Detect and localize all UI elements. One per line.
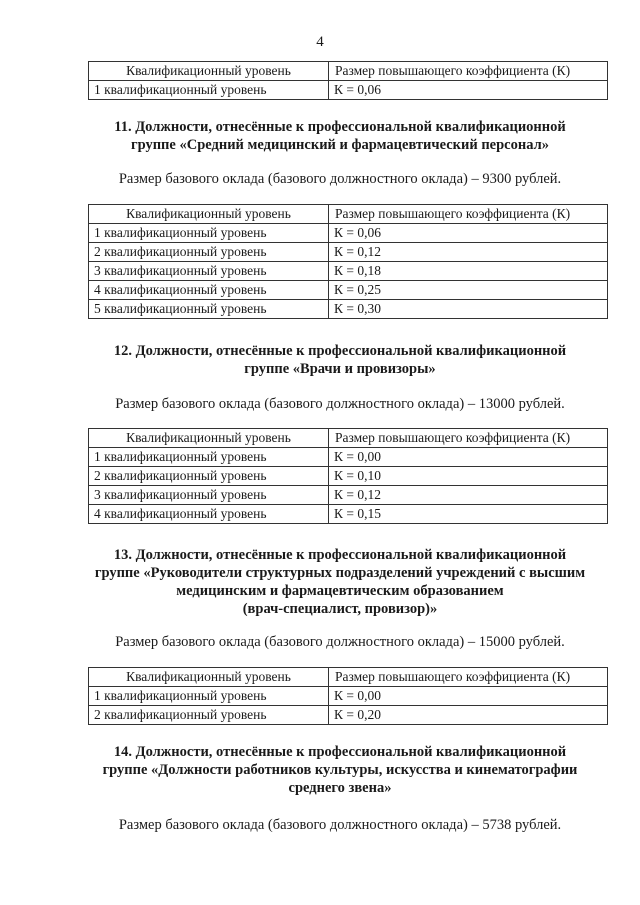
section-12-salary: Размер базового оклада (базового должностного оклада) – 13000 рублей.	[115, 396, 565, 412]
header-coefficient: Размер повышающего коэффициента (К)	[329, 429, 608, 448]
header-coefficient: Размер повышающего коэффициента (К)	[329, 668, 608, 687]
section-13-heading-line4: (врач-специалист, провизор)»	[242, 601, 438, 617]
table-row	[89, 281, 608, 300]
table-row	[89, 243, 608, 262]
level-cell: 4 квалификационный уровень	[89, 281, 329, 300]
section-14-heading-line3: среднего звена»	[288, 780, 392, 796]
table-row	[89, 262, 608, 281]
section-13-heading-line3: медицинским и фармацевтическим образованием	[176, 583, 504, 599]
table-row	[89, 486, 608, 505]
section-13-table	[88, 667, 608, 725]
level-cell: 1 квалификационный уровень	[89, 687, 329, 706]
table-header-row	[89, 429, 608, 448]
header-level: Квалификационный уровень	[89, 205, 329, 224]
coefficient-cell: К = 0,06	[329, 224, 608, 243]
level-cell: 2 квалификационный уровень	[89, 706, 329, 725]
coefficient-cell: К = 0,10	[329, 467, 608, 486]
section-13-salary: Размер базового оклада (базового должностного оклада) – 15000 рублей.	[115, 634, 565, 650]
header-level: Квалификационный уровень	[89, 668, 329, 687]
table-header-row	[89, 668, 608, 687]
section-11-heading-line2: группе «Средний медицинский и фармацевтический персонал»	[131, 137, 549, 153]
coefficient-table-continued	[88, 61, 608, 100]
level-cell: 1 квалификационный уровень	[89, 81, 329, 100]
level-cell: 3 квалификационный уровень	[89, 486, 329, 505]
level-cell: 1 квалификационный уровень	[89, 448, 329, 467]
section-13-heading-line2: группе «Руководители структурных подразделений учреждений с высшим	[94, 565, 586, 581]
coefficient-cell: К = 0,18	[329, 262, 608, 281]
section-14-heading-line2: группе «Должности работников культуры, искусства и кинематографии	[102, 762, 578, 778]
level-cell: 1 квалификационный уровень	[89, 224, 329, 243]
table-row	[89, 448, 608, 467]
section-11-salary: Размер базового оклада (базового должностного оклада) – 9300 рублей.	[118, 171, 562, 187]
table-row	[89, 224, 608, 243]
table-header-row	[89, 62, 608, 81]
coefficient-cell: К = 0,30	[329, 300, 608, 319]
table-header-row	[89, 205, 608, 224]
coefficient-cell: К = 0,15	[329, 505, 608, 524]
section-11-heading-line1: 11. Должности, отнесённые к профессиональной квалификационной	[114, 119, 566, 135]
level-cell: 4 квалификационный уровень	[89, 505, 329, 524]
header-coefficient: Размер повышающего коэффициента (К)	[329, 205, 608, 224]
section-11-table	[88, 204, 608, 319]
level-cell: 3 квалификационный уровень	[89, 262, 329, 281]
level-cell: 5 квалификационный уровень	[89, 300, 329, 319]
coefficient-cell: К = 0,12	[329, 243, 608, 262]
section-14-heading-line1: 14. Должности, отнесённые к профессиональной квалификационной	[113, 744, 567, 760]
section-12-table	[88, 428, 608, 524]
table-row	[89, 687, 608, 706]
section-12-heading-line1: 12. Должности, отнесённые к профессиональной квалификационной	[113, 343, 567, 359]
section-13-heading-line1: 13. Должности, отнесённые к профессиональной квалификационной	[113, 547, 567, 563]
table-row	[89, 706, 608, 725]
section-14-salary: Размер базового оклада (базового должностного оклада) – 5738 рублей.	[118, 817, 562, 833]
coefficient-cell: К = 0,12	[329, 486, 608, 505]
header-level: Квалификационный уровень	[89, 429, 329, 448]
section-12-heading-line2: группе «Врачи и провизоры»	[244, 361, 436, 377]
table-row	[89, 300, 608, 319]
coefficient-cell: К = 0,20	[329, 706, 608, 725]
table-row	[89, 505, 608, 524]
header-coefficient: Размер повышающего коэффициента (К)	[329, 62, 608, 81]
page-number: 4	[316, 34, 324, 50]
level-cell: 2 квалификационный уровень	[89, 467, 329, 486]
coefficient-cell: К = 0,00	[329, 687, 608, 706]
header-level: Квалификационный уровень	[89, 62, 329, 81]
coefficient-cell: К = 0,25	[329, 281, 608, 300]
table-row	[89, 467, 608, 486]
level-cell: 2 квалификационный уровень	[89, 243, 329, 262]
coefficient-cell: К = 0,00	[329, 448, 608, 467]
table-row	[89, 81, 608, 100]
coefficient-cell: К = 0,06	[329, 81, 608, 100]
